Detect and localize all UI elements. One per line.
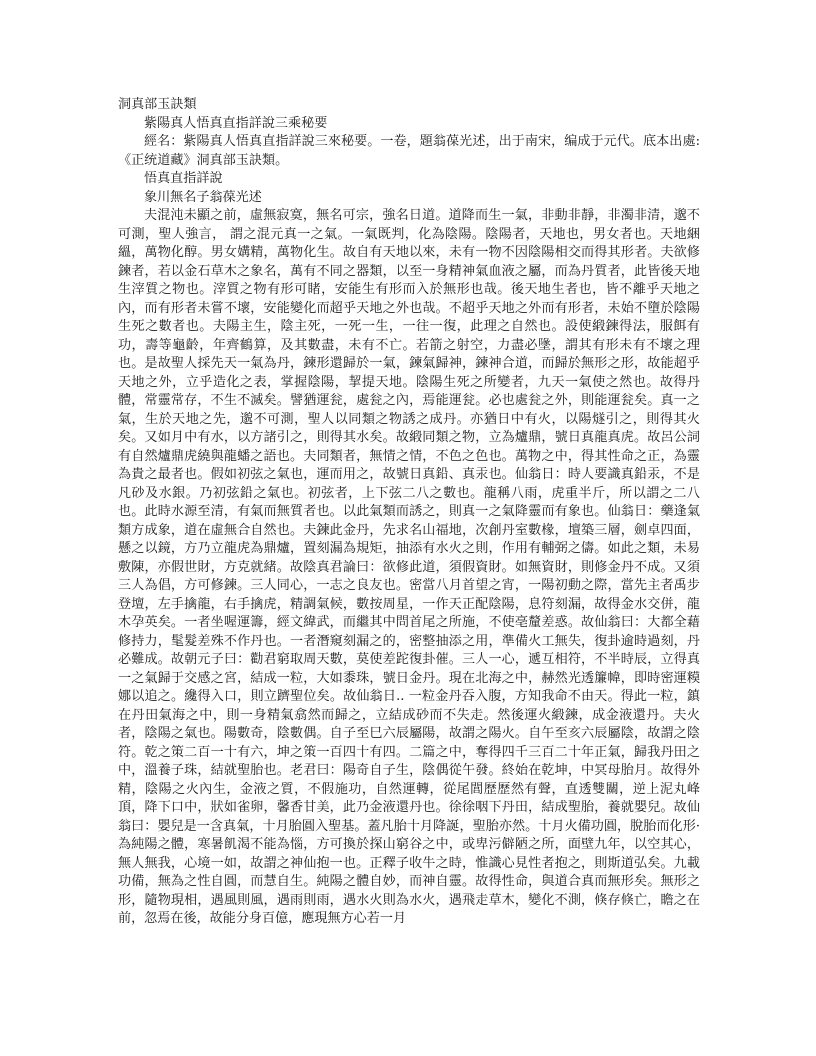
work-title-text: 悟真直指詳說 [144, 171, 223, 186]
document-body [118, 96, 700, 929]
attribution-text: 象川無名子翁葆光述 [144, 189, 262, 205]
document-heading: 洞真部玉訣類 [118, 97, 197, 112]
document-subheading-text: 紫陽真人悟真直指詳說三乘秘要 [144, 115, 328, 131]
work-title [118, 170, 700, 189]
document-subheading [118, 115, 700, 134]
attribution [118, 189, 700, 208]
main-text-paragraph: 夫混沌未顯之前，虛無寂寞，無名可宗，強名日道。道降而生一氣，非動非靜，非濁非清，邈不可測，聖人強言， 謂之混元真一之氣。一氣既判，化為陰陽。陰陽者，天地也，男女者也。天地綑縕，萬物化醇。男女媾精，萬物化生。故自有天地以來，未有一物不因陰陽相交而得其形者。夫欲修鍊者，若以金石草木之象名，萬有不同之器類，以至一身精神氣血液之屬，而為丹質者，此皆後天地生滓質之物也。滓質之物有形可睹，安能生有形而入於無形也哉。後天地生者也，皆不離乎天地之內，而有形者未嘗不壞，安能變化而超乎天地之外也哉。不超乎天地之外而有形者，未始不墮於陰陽生死之數者也。夫陽主生，陰主死，一死一生，一往一復，此理之自然也。設使緞鍊得法，服餌有功，壽等龜齡，年齊鶴算，及其數盡，未有不亡。若箭之射空，力盡必墬，謂其有形未有不壞之理也。是故聖人採先天一氣為丹，鍊形還歸於一氣，鍊氣歸神，鍊神合道，而歸於無形之形，故能超乎天地之外，立乎造化之表，掌握陰陽，挈提天地。陰陽生死之所變者，九天一氣使之然也。故得丹體，常靈常存，不生不滅矣。譬猶運瓮，處瓮之內，焉能運瓮。必也處瓮之外，則能運瓮矣。真一之氣，生於天地之先，邈不可測，聖人以同類之物誘之成丹。亦猶日中有火，以陽燧引之，則得其火矣。又如月中有水，以方諸引之，則得其水矣。故緞同類之物，立為爐鼎，號日真龍真虎。故呂公詞有自然爐鼎虎繞與龍蟠之語也。夫同類者，無情之情，不色之色也。萬物之中，得其性命之正，為靈為貴之最者也。假如初弦之氣也，運而用之，故號日真鉛、真汞也。仙翁日：時人要識真鉛汞，不是凡砂及水銀。乃初弦鉛之氣也。初弦者，上下弦二八之數也。龍稱八雨，虎重半斤，所以謂之二八也。此時水源至清，有氣而無質者也。以此氣類而誘之，則真一之氣降靈而有象也。仙翁日：藥逢氣類方成象，道在虛無合自然也。夫鍊此金丹，先求名山福地，次創丹室數椽，壇築三層，劍卓四面，懸之以鏡，方乃立龍虎為鼎爐，置刻漏為規矩，抽添有水火之則，作用有輔弼之儔。如此之類，未易敷陳，亦假世財，方克就緒。故陰真君論曰：欲修此道，須假資財。如無資財，則修金丹不成。又須三人為倡，方可修鍊。三人同心，一志之良友也。密當八月首望之宵，一陽初動之際，當先主者禹步登壇，左手擒龍，右手擒虎，精調氣候，數按周星，一作天正配陰陽，息符刻漏，故得金水交併，龍木孕英矣。一者坐喔運籌，經文緯武，而繼其中問首尾之所施，不使亳釐差惑。故仙翁曰：大都全藉修持力，髦髮差殊不作丹也。一者潛窺刻漏之的，密整抽添之用，準備火工無失，復卦逾時過刻，丹必難成。故朝元子曰：勸君窮取周天數，莫使差跎復卦催。三人一心，遞互相符，不半時辰，立得真一之氣歸于交感之宮，結成一粒，大如黍珠，號日金丹。現在北海之中，赫然光透簾幃，即時密運糢娜以追之。纔得入口，則立躋聖位矣。故仙翁日.. 一粒金丹吞入腹，方知我命不由天。得此一粒，鎮在丹田氣海之中，則一身精氣翕然而歸之，立結成砂而不失走。然後運火緞鍊，成金液還丹。夫火者，陰陽之氣也。陽數奇，陰數偶。自子至巳六辰屬陽，故謂之陽火。自午至亥六辰屬陰，故謂之陰符。乾之策二百一十有六，坤之策一百四十有四。二篇之中，奪得四千三百二十年正氣，歸我丹田之中，溫養子珠，結就聖胎也。老君曰：陽奇自子生，陰偶從午發。終始在乾坤，中冥母胎月。故得外精，陰陽之火內生，金液之質，不假施功，自然運轉，從尾閭歷歷然有聲，直透雙關，逆上泥丸峰頂，降下口中，狀如雀卵，馨香甘美，此乃金液還丹也。徐徐咽下丹田，結成聖胎，養就嬰兒。故仙翁曰：嬰兒是一含真氣，十月胎圓入聖基。蓋凡胎十月降誕，聖胎亦然。十月火備功圓，脫胎而化形·為純陽之體，寒暑飢渴不能為惱，方可換於探山窮谷之中，或卑污僻陋之所，面壁九年，以空其心，無人無我，心境一如，故謂之神仙抱一也。正釋子收牛之時，惟識心見性者抱之，則斯道弘矣。九載功備，無為之性自圓，而慧自生。純陽之體自妙，而神自靈。故得性命，與道合真而無形矣。無形之形，隨物現相，遇風則風，遇雨則雨，遇水火則為水火，遇飛走草木，變化不測，倏存倏亡，瞻之在前，忽焉在後，故能分身百億，應現無方心若一月 [118, 208, 700, 926]
bibliographic-note: 經名：紫陽真人悟真直指詳說三來秘要。一卷，題翁葆光述，出于南宋，编成于元代。底本出處:《正统道藏》洞真部玉訣類。 [118, 134, 700, 168]
